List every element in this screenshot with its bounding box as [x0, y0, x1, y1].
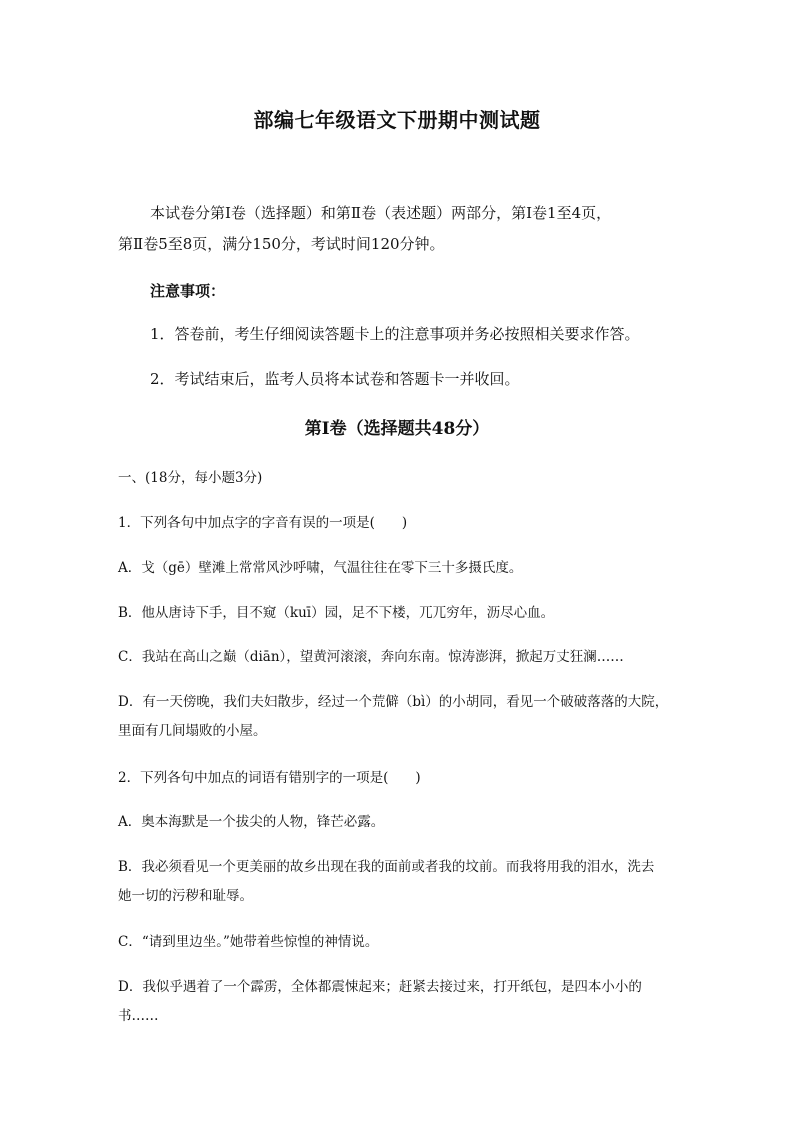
page-title: 部编七年级语文下册期中测试题: [253, 108, 541, 132]
question-1-option-d: D．有一天傍晚，我们夫妇散步，经过一个荒僻（bì）的小胡同，看见一个破破落落的大院，: [118, 694, 669, 710]
question-2-option-d: D．我似乎遇着了一个霹雳，全体都震悚起来；赶紧去接过来，打开纸包，是四本小小的: [118, 979, 642, 995]
notice-heading: 注意事项：: [150, 282, 226, 300]
question-2-option-b-cont: 她一切的污秽和耻辱。: [118, 888, 253, 904]
notice-item-1: 1．答卷前，考生仔细阅读答题卡上的注意事项并务必按照相关要求作答。: [150, 325, 640, 343]
intro-line-2: 第Ⅱ卷5至8页，满分150分，考试时间120分钟。: [118, 235, 445, 253]
notice-item-2: 2．考试结束后，监考人员将本试卷和答题卡一并收回。: [150, 370, 520, 388]
question-1-option-d-cont: 里面有几间塌败的小屋。: [118, 723, 267, 739]
question-1-stem: 1．下列各句中加点字的字音有误的一项是( ): [118, 515, 408, 531]
question-1-option-a: A．戈（gē）壁滩上常常风沙呼啸，气温往往在零下三十多摄氏度。: [118, 560, 523, 576]
question-2-option-c: C．“请到里边坐。”她带着些惊惶的神情说。: [118, 934, 379, 950]
question-1-option-c: C．我站在高山之巅（diān），望黄河滚滚，奔向东南。惊涛澎湃，掀起万丈狂澜……: [118, 649, 624, 665]
intro-line-1: 本试卷分第Ⅰ卷（选择题）和第Ⅱ卷（表述题）两部分，第Ⅰ卷1至4页，: [150, 204, 612, 222]
question-1-option-b: B．他从唐诗下手，目不窥（kuī）园，足不下楼，兀兀穷年，沥尽心血。: [118, 605, 555, 621]
question-2-stem: 2．下列各句中加点的词语有错别字的一项是( ): [118, 770, 421, 786]
question-2-option-d-cont: 书……: [118, 1008, 159, 1024]
question-2-option-b: B．我必须看见一个更美丽的故乡出现在我的面前或者我的坟前。而我将用我的泪水，洗去: [118, 859, 655, 875]
part-header: 一、(18分，每小题3分): [118, 470, 263, 486]
question-2-option-a: A．奥本海默是一个拔尖的人物，锋芒必露。: [118, 814, 385, 830]
section-title: 第Ⅰ卷（选择题共48分）: [304, 419, 490, 439]
